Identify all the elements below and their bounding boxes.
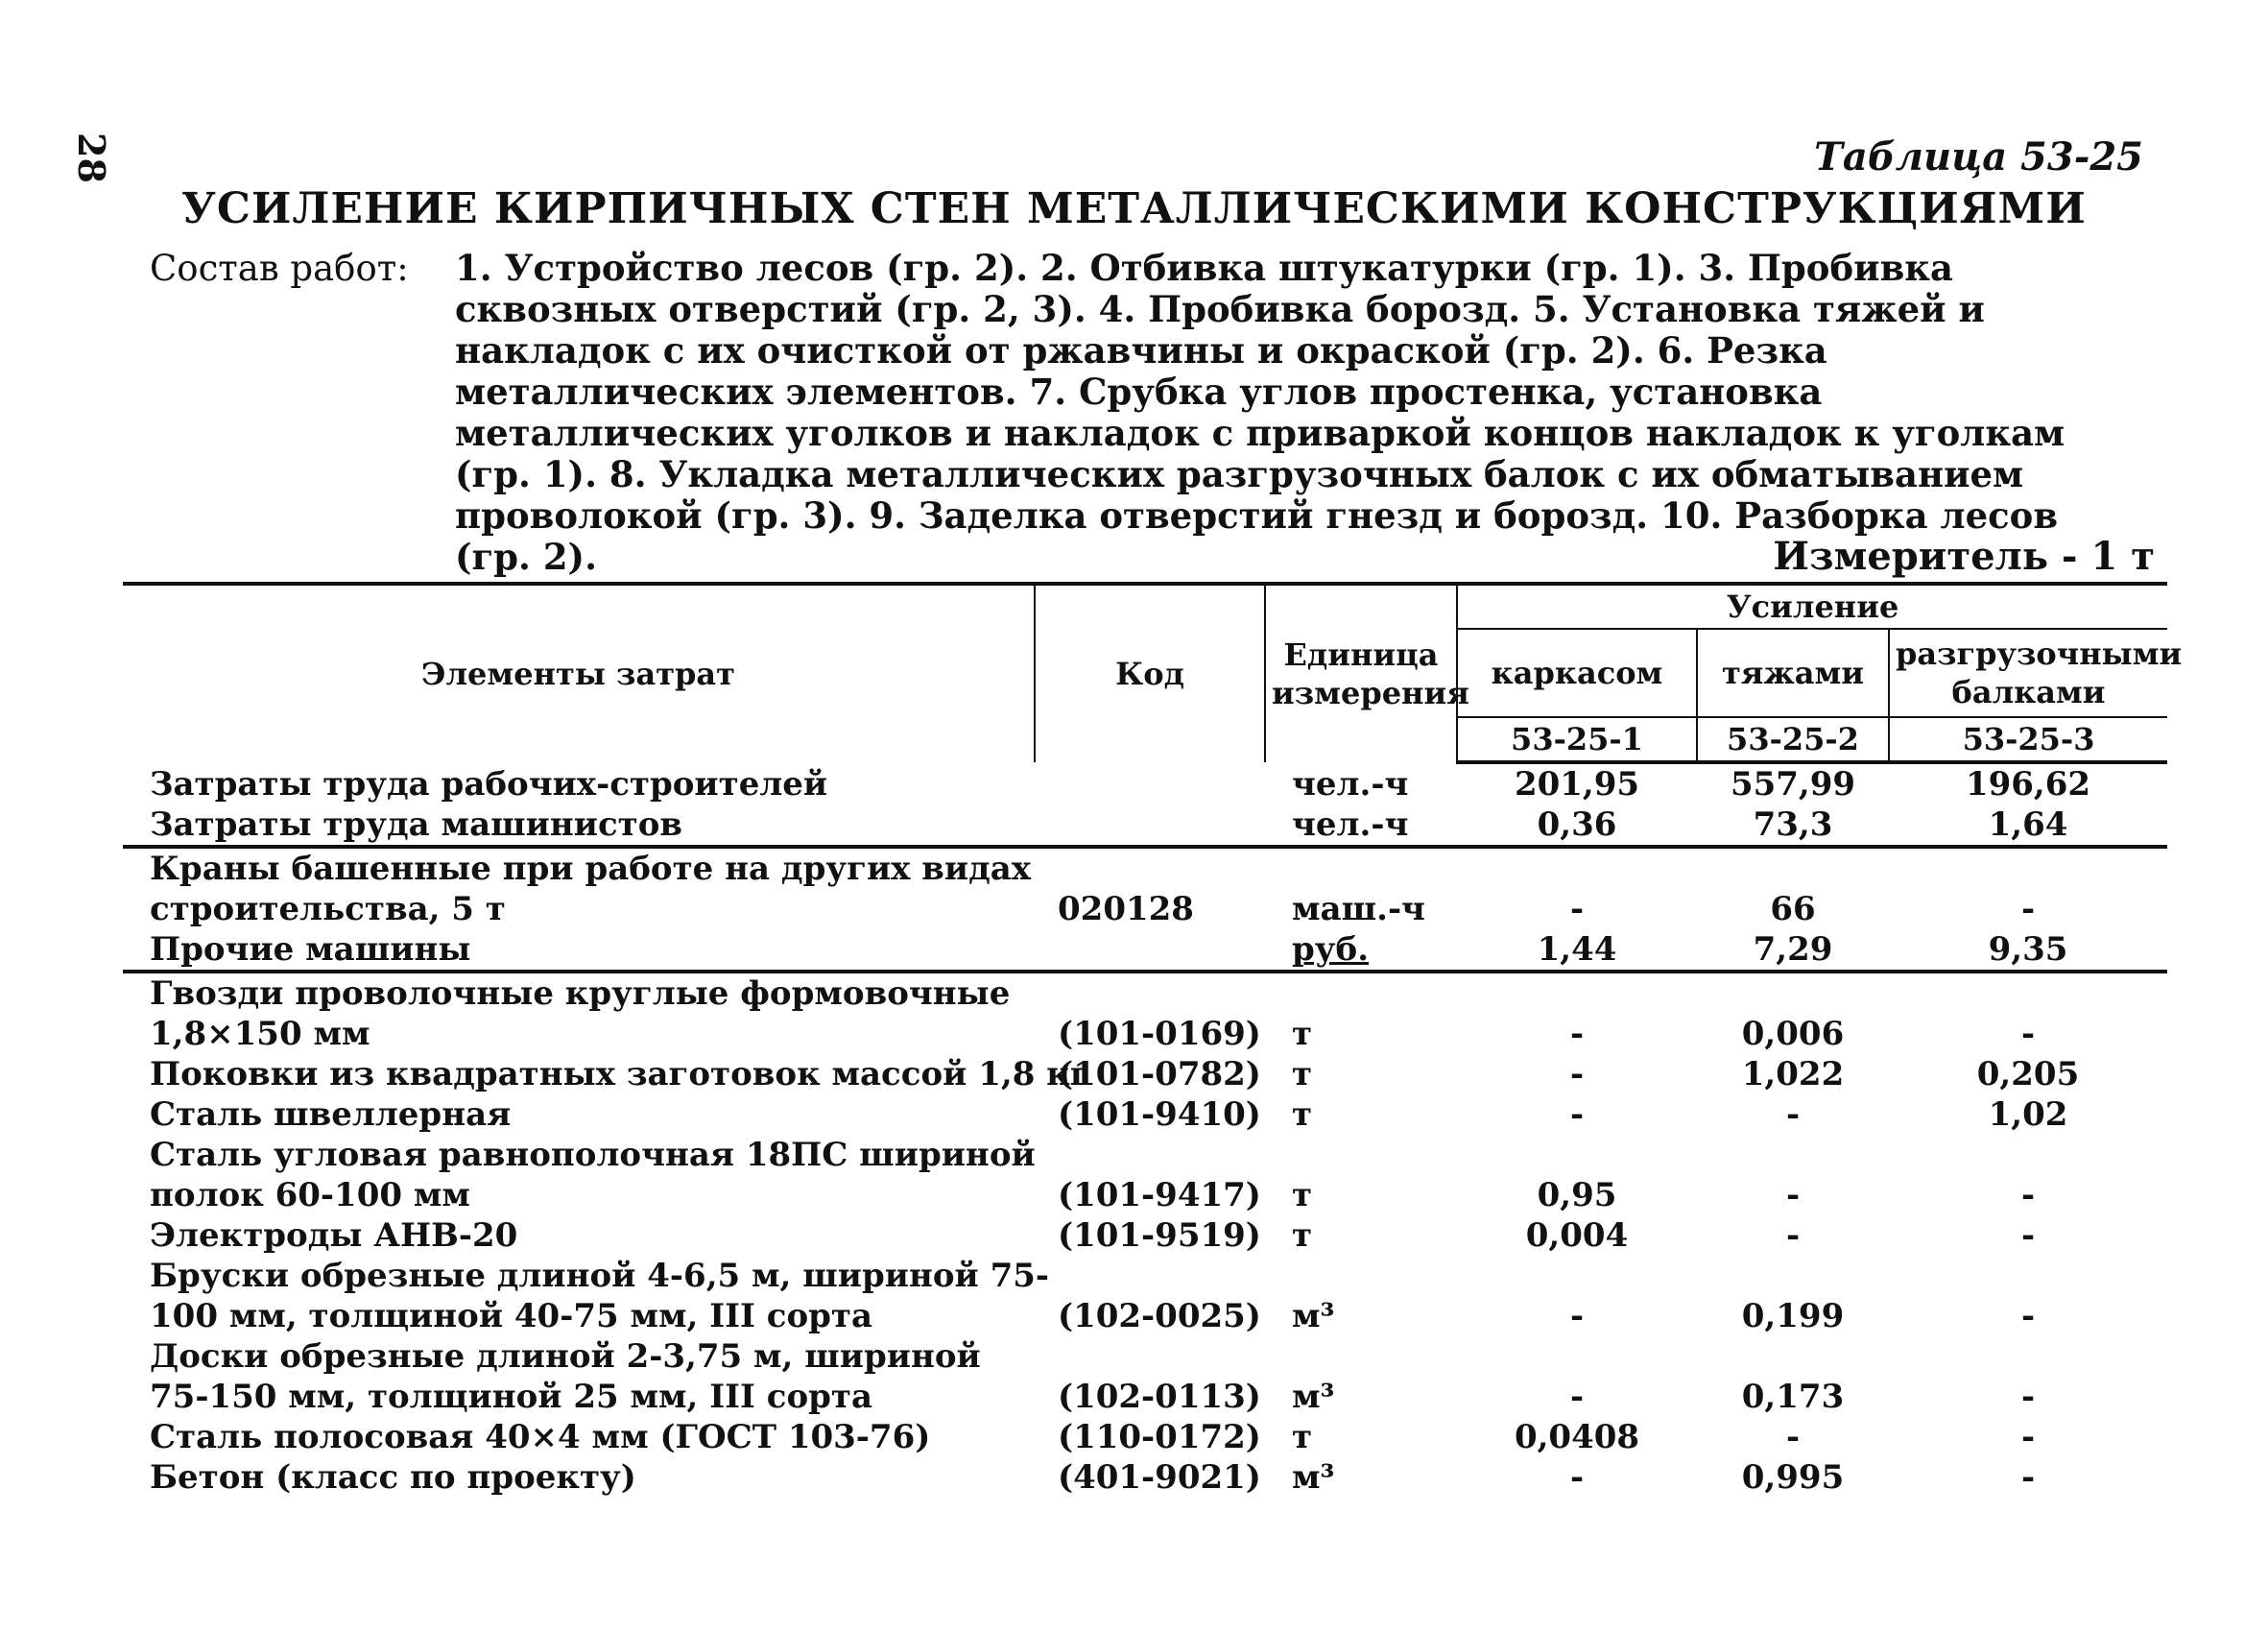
- table-row: [123, 804, 2167, 847]
- header-code1: 53-25-1: [1457, 717, 1697, 762]
- table-row: [123, 1457, 2167, 1498]
- row-code: (101-9519): [1058, 1216, 1261, 1255]
- table-row: [123, 972, 2167, 1014]
- table-row: [123, 1296, 2167, 1336]
- row-value-frame: 1,44: [1537, 930, 1617, 969]
- header-code: Код: [1035, 584, 1265, 762]
- row-name: Сталь угловая равнополочная 18ПС шириной: [150, 1136, 1036, 1174]
- row-unit: т: [1292, 1055, 1313, 1093]
- row-unit: [1265, 1256, 1457, 1296]
- row-value-beams: 196,62: [1965, 765, 2091, 804]
- row-value-frame: -: [1569, 890, 1585, 928]
- measure-unit: Измеритель - 1 т: [1773, 534, 2155, 579]
- row-value-ties: -: [1785, 1095, 1801, 1134]
- row-value-frame: [1457, 1336, 1697, 1377]
- row-value-ties: -: [1785, 1216, 1801, 1255]
- row-unit: м³: [1292, 1458, 1335, 1497]
- row-value-beams: -: [2020, 890, 2036, 928]
- row-name: Краны башенные при работе на других видах: [123, 847, 1035, 889]
- row-value-frame: 201,95: [1514, 765, 1640, 804]
- row-unit: чел.-ч: [1292, 765, 1409, 804]
- row-name: 75-150 мм, толщиной 25 мм, III сорта: [150, 1378, 873, 1416]
- row-name: Доски обрезные длиной 2-3,75 м, шириной: [150, 1337, 981, 1376]
- row-value-beams: -: [2020, 1015, 2036, 1053]
- row-code: (101-9417): [1058, 1176, 1261, 1214]
- row-code: [1035, 1336, 1265, 1377]
- table-header: [123, 584, 2183, 762]
- row-code: (401-9021): [1058, 1458, 1261, 1497]
- table-row: [123, 1417, 2167, 1457]
- row-value-frame: 0,36: [1537, 805, 1617, 844]
- row-value-ties: 0,199: [1741, 1297, 1845, 1335]
- row-value-beams: [1889, 972, 2167, 1014]
- row-value-frame: 0,004: [1525, 1216, 1629, 1255]
- row-code: [1035, 1256, 1265, 1296]
- row-code: [1035, 972, 1265, 1014]
- row-name: полок 60-100 мм: [150, 1176, 470, 1214]
- row-value-ties: 7,29: [1753, 930, 1833, 969]
- row-code: [1035, 929, 1265, 972]
- row-value-ties: 0,995: [1741, 1458, 1845, 1497]
- row-value-frame: -: [1569, 1378, 1585, 1416]
- row-code: [1035, 847, 1265, 889]
- row-name: Затраты труда машинистов: [150, 805, 683, 844]
- row-value-beams: -: [2020, 1176, 2036, 1214]
- row-code: (101-0782): [1058, 1055, 1261, 1093]
- row-name: Сталь полосовая 40×4 мм (ГОСТ 103-76): [150, 1418, 931, 1456]
- row-unit: м³: [1292, 1378, 1335, 1416]
- row-value-ties: 73,3: [1753, 805, 1833, 844]
- page-number: 28: [70, 132, 113, 183]
- row-value-beams: [1889, 847, 2167, 889]
- row-unit: т: [1292, 1216, 1313, 1255]
- row-name: Затраты труда рабочих-строителей: [150, 765, 828, 804]
- row-unit: т: [1292, 1095, 1313, 1134]
- row-value-ties: [1697, 1336, 1889, 1377]
- table-body: [123, 762, 2167, 1498]
- row-value-frame: -: [1569, 1297, 1585, 1335]
- row-value-ties: -: [1785, 1418, 1801, 1456]
- row-name: Гвозди проволочные круглые формовочные: [123, 972, 1035, 1014]
- row-unit: руб.: [1292, 930, 1370, 969]
- row-value-frame: [1457, 847, 1697, 889]
- header-elements: Элементы затрат: [123, 584, 1035, 762]
- row-code: (102-0113): [1058, 1378, 1261, 1416]
- row-value-frame: [1457, 1135, 1697, 1175]
- row-unit: [1265, 1336, 1457, 1377]
- row-value-beams: -: [2020, 1297, 2036, 1335]
- table-row: [123, 1336, 2167, 1377]
- table-row: [123, 1215, 2167, 1256]
- row-name: Сталь швеллерная: [150, 1095, 512, 1134]
- row-unit: маш.-ч: [1292, 890, 1425, 928]
- row-value-beams: -: [2020, 1418, 2036, 1456]
- row-code: [1035, 804, 1265, 847]
- row-value-ties: 557,99: [1730, 765, 1856, 804]
- row-value-beams: 1,02: [1988, 1095, 2068, 1134]
- row-value-ties: 1,022: [1741, 1055, 1845, 1093]
- row-code: (110-0172): [1058, 1418, 1261, 1456]
- row-value-beams: -: [2020, 1378, 2036, 1416]
- header-unit: Единица измерения: [1265, 584, 1457, 762]
- row-name: строительства, 5 т: [150, 890, 506, 928]
- table-row: [123, 929, 2167, 972]
- row-value-ties: 66: [1770, 890, 1816, 928]
- row-value-beams: -: [2020, 1458, 2036, 1497]
- row-name: Бетон (класс по проекту): [150, 1458, 636, 1497]
- row-code: 020128: [1058, 890, 1194, 928]
- table-row: [123, 1175, 2167, 1215]
- header-group: Усиление: [1457, 584, 2167, 629]
- row-name: 100 мм, толщиной 40-75 мм, III сорта: [150, 1297, 873, 1335]
- header-code3: 53-25-3: [1889, 717, 2167, 762]
- row-name: 1,8×150 мм: [150, 1015, 370, 1053]
- row-unit: м³: [1292, 1297, 1335, 1335]
- row-value-frame: 0,95: [1537, 1176, 1617, 1214]
- header-col1: каркасом: [1457, 629, 1697, 717]
- row-unit: [1265, 847, 1457, 889]
- row-name: Поковки из квадратных заготовок массой 1,8 кг: [150, 1055, 1090, 1093]
- table-row: [123, 1135, 2167, 1175]
- row-value-beams: [1889, 1135, 2167, 1175]
- row-value-ties: [1697, 1256, 1889, 1296]
- row-value-ties: -: [1785, 1176, 1801, 1214]
- row-value-ties: 0,173: [1741, 1378, 1845, 1416]
- row-value-ties: [1697, 847, 1889, 889]
- row-unit: [1265, 972, 1457, 1014]
- row-value-beams: -: [2020, 1216, 2036, 1255]
- row-value-beams: 1,64: [1988, 805, 2068, 844]
- cost-table: [123, 582, 2183, 1498]
- header-col3: разгрузочными балками: [1889, 629, 2167, 717]
- row-value-frame: 0,0408: [1514, 1418, 1640, 1456]
- row-code: (101-9410): [1058, 1095, 1261, 1134]
- table-row: [123, 762, 2167, 804]
- row-unit: т: [1292, 1176, 1313, 1214]
- row-value-ties: [1697, 972, 1889, 1014]
- row-unit: чел.-ч: [1292, 805, 1409, 844]
- row-value-beams: 0,205: [1976, 1055, 2080, 1093]
- table-row: [123, 889, 2167, 929]
- row-value-ties: [1697, 1135, 1889, 1175]
- page-title: УСИЛЕНИЕ КИРПИЧНЫХ СТЕН МЕТАЛЛИЧЕСКИМИ КОНСТРУКЦИЯМИ: [181, 184, 2087, 233]
- row-value-frame: [1457, 972, 1697, 1014]
- table-row: [123, 1054, 2167, 1094]
- row-code: [1035, 1135, 1265, 1175]
- row-value-frame: -: [1569, 1095, 1585, 1134]
- row-name: Электроды АНВ-20: [150, 1216, 518, 1255]
- row-value-frame: -: [1569, 1458, 1585, 1497]
- row-code: (102-0025): [1058, 1297, 1261, 1335]
- works-label: Состав работ:: [150, 248, 409, 289]
- table-label: Таблица 53-25: [1814, 134, 2143, 180]
- table-row: [123, 1377, 2167, 1417]
- row-unit: [1265, 1135, 1457, 1175]
- table-row: [123, 847, 2167, 889]
- row-name: Прочие машины: [150, 930, 471, 969]
- row-value-beams: 9,35: [1988, 930, 2068, 969]
- row-unit: т: [1292, 1418, 1313, 1456]
- row-code: [1035, 762, 1265, 804]
- row-unit: т: [1292, 1015, 1313, 1053]
- row-value-ties: 0,006: [1741, 1015, 1845, 1053]
- works-description: 1. Устройство лесов (гр. 2). 2. Отбивка штукатурки (гр. 1). 3. Пробивка сквозных отверстий (гр. 2, 3). 4. Пробивка борозд. 5. Установка тяжей и накладок с их очисткой от ржавчины и окраской (гр. 2). 6. Резка металлических элементов. 7. Срубка углов простенка, установка металлических уголков и накладок с приваркой концов накладок к уголкам (гр. 1). 8. Укладка металлических разгрузочных балок с их обматыванием проволокой (гр. 3). 9. Заделка отверстий гнезд и борозд. 10. Разборка лесов (гр. 2).: [455, 247, 2065, 578]
- table-row: [123, 1014, 2167, 1054]
- row-value-beams: [1889, 1336, 2167, 1377]
- table-row: [123, 1094, 2167, 1135]
- row-name: Бруски обрезные длиной 4-6,5 м, шириной 75-: [150, 1257, 1050, 1295]
- row-code: (101-0169): [1058, 1015, 1261, 1053]
- header-col2: тяжами: [1697, 629, 1889, 717]
- row-value-frame: -: [1569, 1015, 1585, 1053]
- table-row: [123, 1256, 2167, 1296]
- row-value-frame: -: [1569, 1055, 1585, 1093]
- row-value-beams: [1889, 1256, 2167, 1296]
- row-value-frame: [1457, 1256, 1697, 1296]
- header-code2: 53-25-2: [1697, 717, 1889, 762]
